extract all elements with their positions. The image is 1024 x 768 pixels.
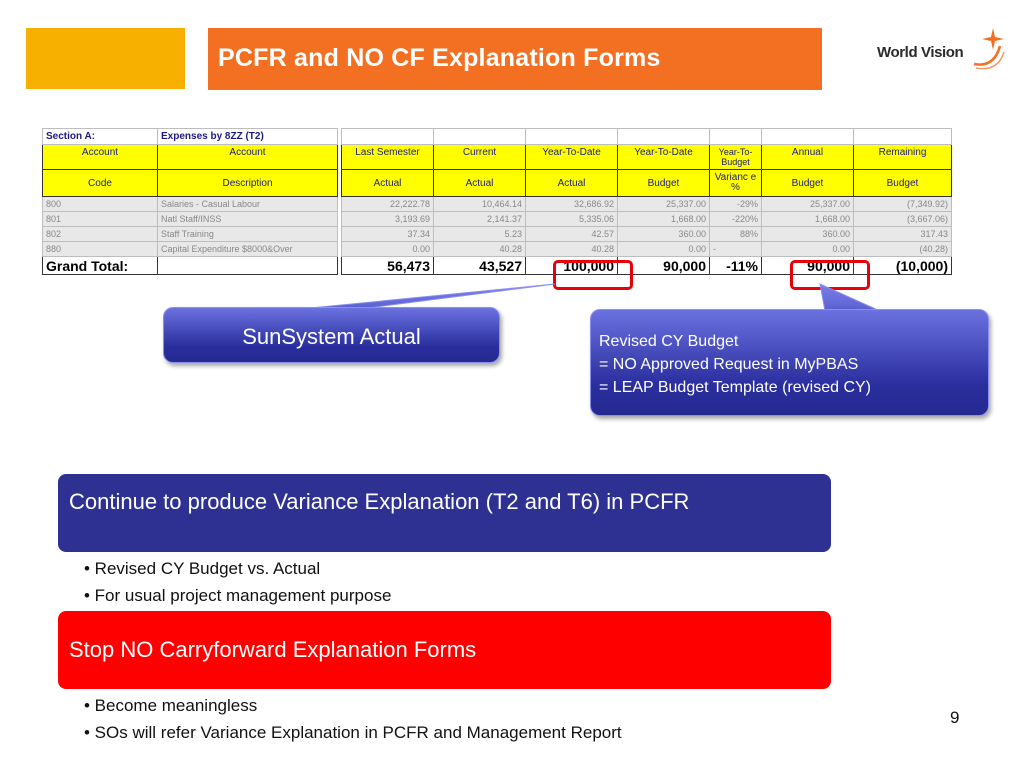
continue-banner-text: Continue to produce Variance Explanation (T2 and T6) in PCFR	[69, 489, 690, 514]
cell-code: 880	[43, 242, 158, 257]
cell-ytd-budget: 360.00	[618, 227, 710, 242]
sunsystem-callout	[163, 307, 500, 363]
slide-title: PCFR and NO CF Explanation Forms	[218, 44, 661, 72]
cell-last-sem: 37.34	[342, 227, 434, 242]
cell-ytd-actual: 32,686.92	[526, 197, 618, 212]
bullet-item: • Revised CY Budget vs. Actual	[84, 559, 321, 578]
continue-banner	[58, 474, 831, 552]
world-vision-logo-text: World Vision	[877, 44, 964, 61]
cell-variance: -	[710, 242, 762, 257]
cell-remaining: (40.28)	[854, 242, 952, 257]
cell-remaining: 317.43	[854, 227, 952, 242]
bullet-item: • Become meaningless	[84, 696, 258, 715]
header-variance-pct: Varianc e %	[710, 170, 762, 197]
cell-current: 5.23	[434, 227, 526, 242]
cell-last-sem: 22,222.78	[342, 197, 434, 212]
header-account-desc: Account	[158, 145, 338, 170]
header-annual-budget: Budget	[762, 170, 854, 197]
cell-variance: -29%	[710, 197, 762, 212]
budget-callout-line: = LEAP Budget Template (revised CY)	[599, 379, 871, 396]
header-code: Code	[43, 170, 158, 197]
budget-callout-line: Revised CY Budget	[599, 333, 739, 350]
cell-code: 800	[43, 197, 158, 212]
cell-code: 801	[43, 212, 158, 227]
header-last-semester-actual: Actual	[342, 170, 434, 197]
bullet-item: • SOs will refer Variance Explanation in PCFR and Management Report	[84, 723, 622, 742]
header-remaining: Remaining	[854, 145, 952, 170]
cell-current: 40.28	[434, 242, 526, 257]
cell-ytd-actual: 5,335.06	[526, 212, 618, 227]
total-ytd-actual: 100,000	[526, 257, 618, 275]
header-variance: Year-To-Budget	[710, 145, 762, 170]
page-number: 9	[950, 708, 960, 727]
cell-desc: Salaries - Casual Labour	[158, 197, 338, 212]
budget-callout	[590, 309, 989, 416]
cell-ytd-actual: 40.28	[526, 242, 618, 257]
total-ytd-budget: 90,000	[618, 257, 710, 275]
header-ytd-actual-sub: Actual	[526, 170, 618, 197]
header-annual: Annual	[762, 145, 854, 170]
cell-annual: 25,337.00	[762, 197, 854, 212]
cell-desc: Capital Expenditure $8000&Over	[158, 242, 338, 257]
continue-bullets	[84, 555, 391, 609]
cell-code: 802	[43, 227, 158, 242]
header-ytd-budget-sub: Budget	[618, 170, 710, 197]
sunsystem-callout-text: SunSystem Actual	[242, 324, 421, 349]
cell-variance: -220%	[710, 212, 762, 227]
header-current: Current	[434, 145, 526, 170]
cell-ytd-budget: 0.00	[618, 242, 710, 257]
cell-variance: 88%	[710, 227, 762, 242]
cell-desc: Natl Staff/INSS	[158, 212, 338, 227]
budget-callout-text	[599, 330, 871, 399]
grand-total-label: Grand Total:	[43, 257, 158, 275]
header-remaining-budget: Budget	[854, 170, 952, 197]
cell-annual: 360.00	[762, 227, 854, 242]
cell-desc: Staff Training	[158, 227, 338, 242]
total-variance: -11%	[710, 257, 762, 275]
cell-annual: 0.00	[762, 242, 854, 257]
sunsystem-pointer	[300, 284, 555, 309]
budget-callout-line: = NO Approved Request in MyPBAS	[599, 356, 859, 373]
header-ytd-budget: Year-To-Date	[618, 145, 710, 170]
cell-last-sem: 0.00	[342, 242, 434, 257]
cell-ytd-budget: 25,337.00	[618, 197, 710, 212]
total-last-sem: 56,473	[342, 257, 434, 275]
total-remaining: (10,000)	[854, 257, 952, 275]
stop-banner	[58, 611, 831, 689]
total-current: 43,527	[434, 257, 526, 275]
cell-current: 10,464.14	[434, 197, 526, 212]
cell-annual: 1,668.00	[762, 212, 854, 227]
cell-ytd-budget: 1,668.00	[618, 212, 710, 227]
cell-remaining: (3,667.06)	[854, 212, 952, 227]
header-current-actual: Actual	[434, 170, 526, 197]
section-label: Section A:	[43, 129, 158, 145]
cell-current: 2,141.37	[434, 212, 526, 227]
header-last-semester: Last Semester	[342, 145, 434, 170]
stop-banner-text: Stop NO Carryforward Explanation Forms	[69, 637, 477, 662]
cell-ytd-actual: 42.57	[526, 227, 618, 242]
budget-pointer	[820, 284, 880, 311]
section-title: Expenses by 8ZZ (T2)	[158, 129, 338, 145]
header-ytd-actual: Year-To-Date	[526, 145, 618, 170]
cell-last-sem: 3,193.69	[342, 212, 434, 227]
total-annual: 90,000	[762, 257, 854, 275]
cell-remaining: (7,349.92)	[854, 197, 952, 212]
stop-bullets	[84, 692, 622, 746]
header-account-code: Account	[43, 145, 158, 170]
bullet-item: • For usual project management purpose	[84, 586, 392, 605]
header-description: Description	[158, 170, 338, 197]
